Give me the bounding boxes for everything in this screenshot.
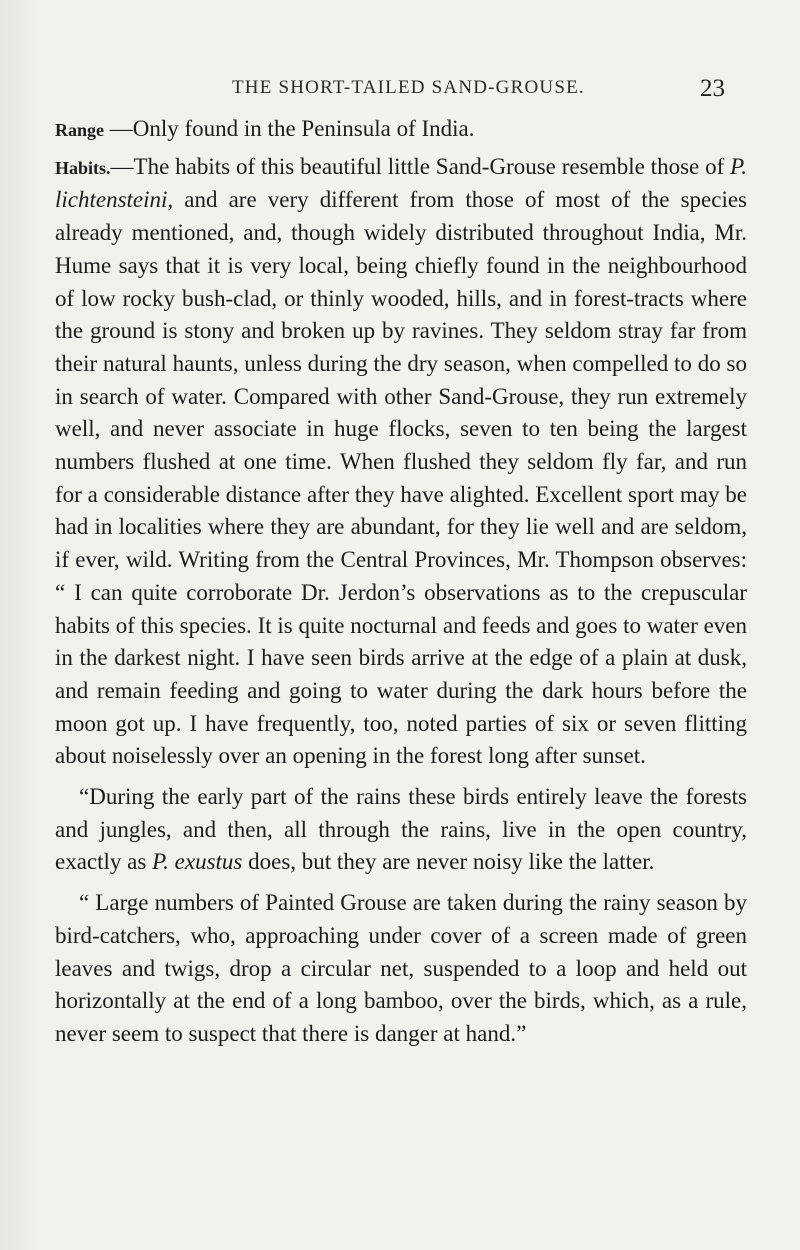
habits-text-2: and are very different from those of most of the species already mentioned, and, though widely distributed throughout India, Mr. Hume says that it is very local, being chiefly found in the neighbourhood of low rocky bush-clad, or thinly wooded, hills, and in forest-tracts where the ground is stony and broken up by ravines. They seldom stray far from their natural haunts, unless during the dry season, when compelled to do so in search of water. Compared with other Sand-Grouse, they run extremely well, and never associate in huge flocks, seven to ten being the largest numbers flushed at one time. When flushed they seldom fly far, and run for a considerable distance after they have alighted. Excellent sport may be had in localities where they are abundant, for they lie well and are seldom, if ever, wild. Writing from the Central Provinces, Mr. Thompson observes: “ I can quite corroborate Dr. Jerdon’s observations as to the crepuscular habits of this species. It is quite nocturnal and feeds and goes to water even in the darkest night. I have seen birds arrive at the edge of a plain at dusk, and remain feeding and going to water during the dark hours before the moon got up. I have frequently, too, noted parties of six or seven flitting about noiselessly over an opening in the forest long after sunset. [55,187,747,769]
habits-paragraph [55,151,747,773]
range-separator: — [104,116,133,141]
species-name-exustus: P. exustus [152,849,243,875]
habits-text-1: The habits of this beautiful little Sand-Grouse resemble those of [133,153,731,179]
body-text [55,113,747,1059]
running-title: THE SHORT-TAILED SAND-GROUSE. [232,77,585,98]
species-name-lichtensteini: P. lichtensteini, [55,153,747,213]
catchers-paragraph [55,887,747,1051]
habits-label: Habits. [55,157,111,178]
range-text: Only found in the Peninsula of India. [132,116,475,141]
range-label: Range [55,120,104,140]
rains-text-2: does, but they are never noisy like the latter. [242,849,655,875]
rains-paragraph [55,781,747,879]
page-number: 23 [700,75,725,102]
running-head [0,77,800,105]
catchers-text: “ Large numbers of Painted Grouse are taken during the rainy season by bird-catchers, who, approaching under cover of a screen made of green leaves and twigs, drop a circular net, suspended to a loop and held out horizontally at the end of a long bamboo, over the birds, which, as a rule, never seem to suspect that there is danger at hand.” [55,890,747,1046]
range-paragraph [55,113,747,147]
habits-separator: — [110,153,134,179]
rains-text-1: “During the early part of the rains these birds entirely leave the forests and jungles, and then, all through the rains, live in the open country, exactly as [55,784,747,875]
